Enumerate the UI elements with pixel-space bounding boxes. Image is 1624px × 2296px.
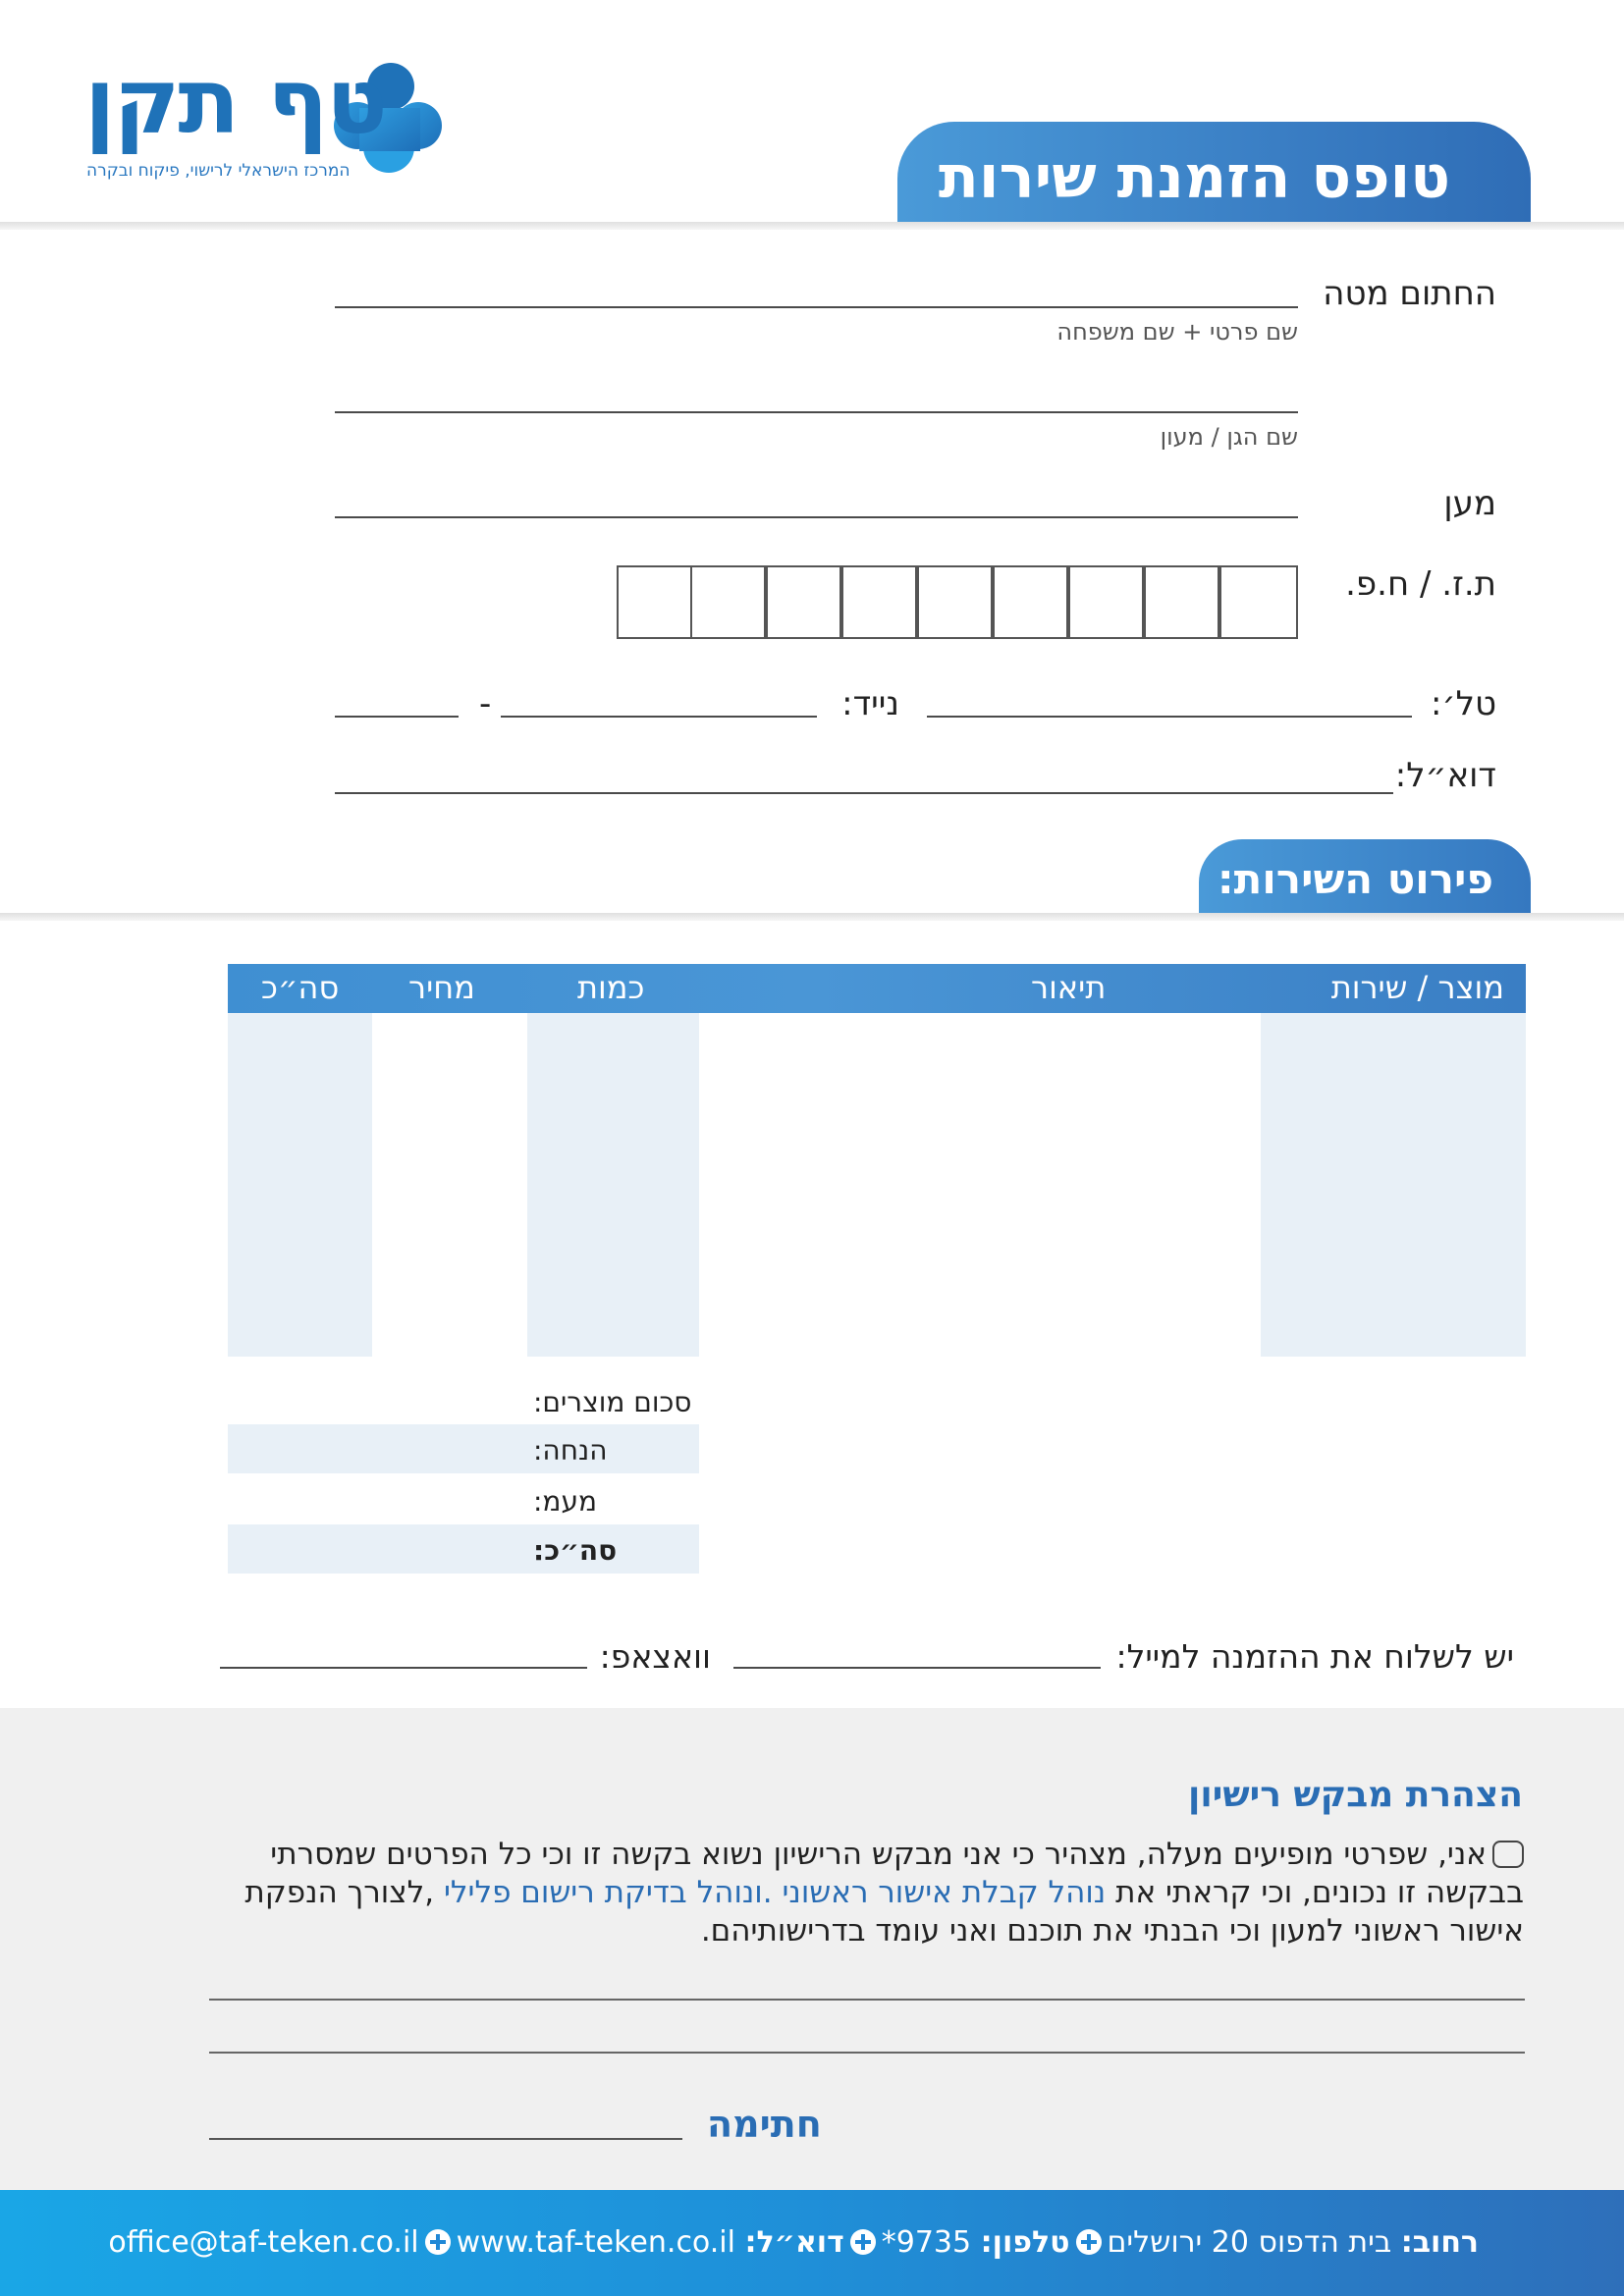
- id-digit-box[interactable]: [841, 565, 917, 639]
- whatsapp-field[interactable]: [220, 1667, 587, 1669]
- id-digit-box[interactable]: [617, 565, 692, 639]
- phone-field[interactable]: [927, 716, 1412, 718]
- send-email-field[interactable]: [733, 1667, 1101, 1669]
- declaration-link-initial-approval[interactable]: נוהל קבלת אישור ראשוני: [782, 1875, 1107, 1910]
- footer-address-label: רחוב:: [1400, 2225, 1479, 2260]
- id-digit-box[interactable]: [1144, 565, 1219, 639]
- signer-hint: שם פרטי + שם משפחה: [1056, 318, 1298, 346]
- footer-email-label: דוא״ל:: [744, 2225, 844, 2260]
- summary-discount-row: [228, 1424, 699, 1473]
- id-digit-box[interactable]: [766, 565, 841, 639]
- footer-contact: [108, 2225, 1479, 2260]
- summary-discount-label: הנחה:: [533, 1434, 608, 1467]
- id-digit-box[interactable]: [690, 565, 766, 639]
- footer-phone-label: טלפון:: [980, 2225, 1070, 2260]
- mobile-dash: -: [479, 684, 492, 723]
- summary-subtotal-row: [228, 1376, 699, 1425]
- signer-label: החתום מטה: [1323, 274, 1496, 313]
- signer-name-field[interactable]: [335, 306, 1298, 308]
- col-product-header: מוצר / שירות: [1330, 969, 1504, 1006]
- footer-website[interactable]: www.taf-teken.co.il: [456, 2225, 735, 2260]
- services-section-title: פירוט השירות:: [1217, 855, 1493, 903]
- services-divider: [0, 913, 1624, 921]
- mobile-number-field[interactable]: [501, 716, 817, 718]
- col-product-cells[interactable]: [1261, 1013, 1526, 1357]
- mobile-prefix-field[interactable]: [335, 716, 459, 718]
- mobile-label: נייד:: [841, 684, 899, 723]
- declaration-checkbox[interactable]: [1492, 1841, 1524, 1868]
- services-section-tab: [1199, 839, 1531, 918]
- email-label: דוא״ל:: [1394, 756, 1496, 795]
- declaration-text-part1: אני, שפרטי מופיעים מעלה, מצהיר כי אני מבקש הרישיון נשוא בקשה זו וכי כל הפרטים שמסרתי בבקשה זו נכונים, וכי קראתי את: [270, 1837, 1524, 1910]
- footer-phone[interactable]: 9735*: [881, 2225, 972, 2260]
- col-total-header: סה״כ: [261, 969, 340, 1006]
- declaration-line-1[interactable]: [209, 1999, 1525, 2001]
- email-field[interactable]: [335, 792, 1393, 794]
- col-price-header: מחיר: [408, 969, 475, 1006]
- declaration-text-part2: ,לצורך הנפקת אישור ראשוני למעון וכי הבנתי את תוכנם ואני עומד בדרישותיהם.: [244, 1875, 1524, 1949]
- summary-total-label: סה״כ:: [533, 1534, 618, 1567]
- col-price-cells[interactable]: [372, 1013, 527, 1357]
- col-description-cells[interactable]: [699, 1013, 1261, 1357]
- signature-label: חתימה: [707, 2103, 822, 2146]
- footer-email[interactable]: office@taf-teken.co.il: [108, 2225, 419, 2260]
- logo-text: טף תקן: [84, 49, 386, 154]
- plus-icon: [425, 2229, 451, 2255]
- col-quantity-header: כמות: [577, 969, 645, 1006]
- id-digit-box[interactable]: [1219, 565, 1298, 639]
- summary-vat-row: [228, 1475, 699, 1524]
- footer: [0, 2190, 1624, 2296]
- summary-vat-label: מעמ:: [533, 1485, 597, 1518]
- plus-icon: [850, 2229, 876, 2255]
- logo-tagline: המרכז הישראלי לרישוי, פיקוח ובקרה: [86, 161, 351, 181]
- col-total-cells[interactable]: [228, 1013, 372, 1357]
- declaration-link-criminal-record[interactable]: .ונוהל בדיקת רישום פלילי: [443, 1875, 773, 1910]
- address-label: מען: [1443, 484, 1496, 523]
- id-label: ת.ז. / ח.פ.: [1345, 564, 1496, 604]
- kindergarten-hint: שם הגן / מעון: [1160, 423, 1298, 451]
- header-divider: [0, 222, 1624, 230]
- declaration-line-2[interactable]: [209, 2052, 1525, 2054]
- col-quantity-cells[interactable]: [527, 1013, 699, 1357]
- declaration-title: הצהרת מבקש רישיון: [1188, 1775, 1523, 1815]
- summary-subtotal-label: סכום מוצרים:: [533, 1386, 692, 1418]
- send-email-label: יש לשלוח את ההזמנה למייל:: [1115, 1637, 1514, 1676]
- plus-icon: [1076, 2229, 1102, 2255]
- declaration-text: [208, 1836, 1524, 1950]
- summary-total-row: [228, 1524, 699, 1574]
- services-table-header: [228, 964, 1526, 1013]
- whatsapp-label: וואצאפ:: [599, 1637, 711, 1676]
- form-title-tab: [897, 122, 1531, 230]
- col-description-header: תיאור: [1031, 969, 1107, 1006]
- address-field[interactable]: [335, 516, 1298, 518]
- signature-field[interactable]: [209, 2138, 682, 2140]
- form-title: טופס הזמנת שירות: [938, 143, 1450, 212]
- id-digit-box[interactable]: [1068, 565, 1144, 639]
- kindergarten-name-field[interactable]: [335, 411, 1298, 413]
- phone-label: טל׳:: [1431, 684, 1496, 723]
- id-digit-box[interactable]: [917, 565, 993, 639]
- id-digit-box[interactable]: [993, 565, 1068, 639]
- footer-address: בית הדפוס 20 ירושלים: [1107, 2225, 1392, 2260]
